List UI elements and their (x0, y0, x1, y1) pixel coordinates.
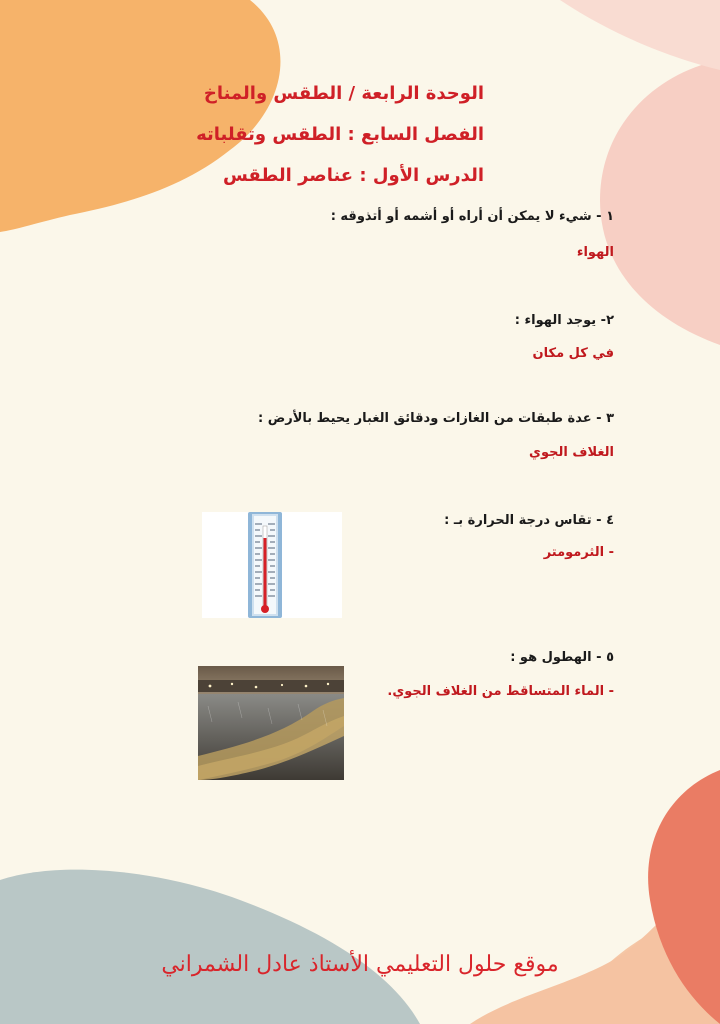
pink-blob (600, 60, 720, 345)
title-block (164, 84, 484, 207)
teal-blob (0, 870, 420, 1024)
thermometer-icon (202, 512, 342, 618)
rain-street-photo (198, 666, 344, 780)
pink-blob-top (560, 0, 720, 70)
question-5: ٥ - الهطول هو : (510, 650, 614, 665)
answer-3: الغلاف الجوي (529, 445, 614, 460)
answer-4: - الثرمومتر (543, 545, 614, 560)
question-2: ٢- يوجد الهواء : (514, 313, 614, 328)
chapter-title: الفصل السابع : الطقس وتقلباته (196, 124, 484, 145)
answer-5: - الماء المتساقط من الغلاف الجوي. (387, 684, 614, 699)
answer-1: الهواء (576, 245, 614, 260)
unit-title: الوحدة الرابعة / الطقس والمناخ (203, 83, 484, 104)
question-3: ٣ - عدة طبقات من الغازات ودقائق الغبار يحيط بالأرض : (258, 411, 614, 426)
thermometer-image (202, 512, 342, 618)
footer-site-credit: موقع حلول التعليمي الأستاذ عادل الشمراني (161, 952, 559, 977)
answer-2: في كل مكان (532, 346, 614, 361)
question-1: ١ - شيء لا يمكن أن أراه أو أشمه أو أتذوقه : (330, 209, 614, 224)
question-4: ٤ - تقاس درجة الحرارة بـ : (444, 513, 614, 528)
lesson-title: الدرس الأول : عناصر الطقس (222, 165, 484, 186)
